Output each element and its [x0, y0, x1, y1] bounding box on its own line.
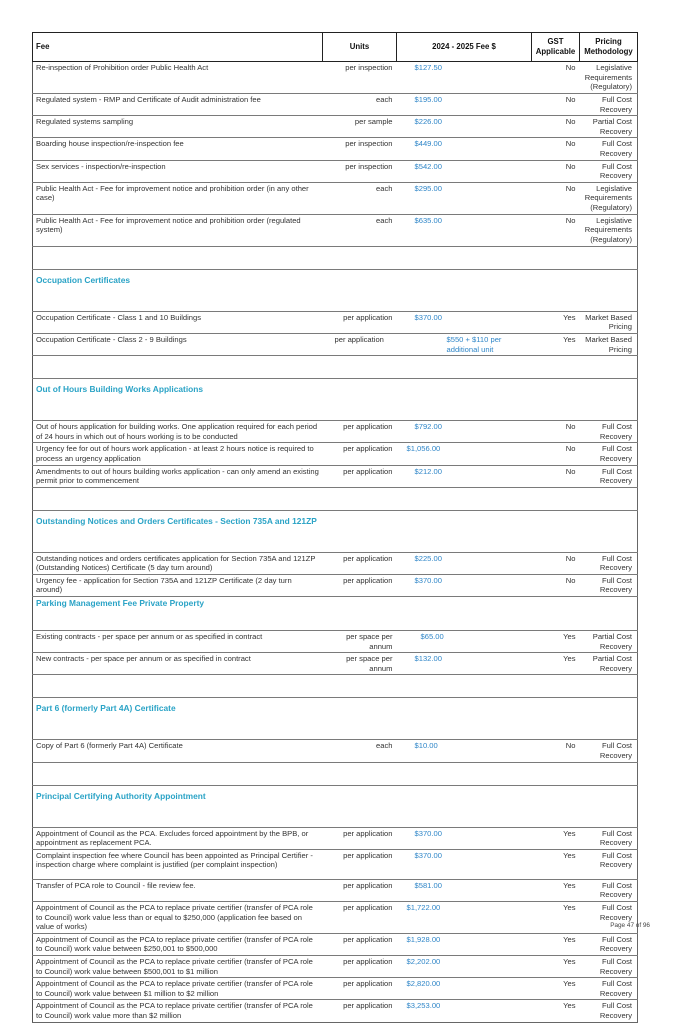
fee-description: Out of hours application for building works. One application required for each period of 24 hours in which out of hours working is to be conducted — [33, 421, 323, 443]
fee-amount: $127.50 — [397, 62, 532, 94]
fee-description: Outstanding notices and orders certificates application for Section 735A and 121ZP (Outstanding Notices) Certificate (5 day turn around) — [33, 552, 323, 574]
fee-description: Appointment of Council as the PCA to replace private certifier (transfer of PCA role to Council) work value between $1 million to $2 million — [33, 978, 323, 1000]
fee-description: Complaint inspection fee where Council has been appointed as Principal Certifier - inspection charge where complaint is justified (per complaint inspection) — [33, 849, 323, 879]
fee-amount: $226.00 — [397, 116, 532, 138]
fee-units: per application — [323, 443, 397, 465]
table-body — [33, 62, 638, 1023]
pricing-methodology: Partial Cost Recovery — [580, 653, 638, 675]
fee-units: per sample — [323, 116, 397, 138]
pricing-methodology: Full Cost Recovery — [580, 879, 638, 901]
table-row — [33, 978, 638, 1000]
fee-description: Copy of Part 6 (formerly Part 4A) Certificate — [33, 740, 323, 762]
pricing-methodology: Full Cost Recovery — [580, 827, 638, 849]
fee-units: per application — [323, 849, 397, 879]
fee-units: per application — [323, 827, 397, 849]
gst-applicable: No — [532, 182, 580, 214]
gst-applicable: Yes — [532, 1000, 580, 1022]
spacer-row — [33, 356, 638, 379]
section-title: Out of Hours Building Works Applications — [33, 379, 638, 421]
gst-applicable: No — [532, 465, 580, 487]
table-row — [33, 421, 638, 443]
section-heading-row — [33, 269, 638, 311]
gst-applicable: No — [532, 138, 580, 160]
fee-description: Appointment of Council as the PCA to replace private certifier (transfer of PCA role to Council) work value between $500,001 to $1 million — [33, 955, 323, 977]
fee-units: per application — [323, 879, 397, 901]
fee-amount: $295.00 — [397, 182, 532, 214]
pricing-methodology: Market Based Pricing — [580, 333, 638, 355]
gst-applicable: Yes — [532, 933, 580, 955]
pricing-methodology: Full Cost Recovery — [580, 138, 638, 160]
section-heading-row — [33, 785, 638, 827]
pricing-methodology: Full Cost Recovery — [580, 933, 638, 955]
fee-description: Urgency fee - application for Section 735A and 121ZP Certificate (2 day turn around) — [33, 574, 323, 596]
fee-units: each — [323, 214, 397, 246]
fee-description: Boarding house inspection/re-inspection fee — [33, 138, 323, 160]
table-row — [33, 333, 638, 355]
fee-units: per application — [323, 552, 397, 574]
section-title: Occupation Certificates — [33, 269, 638, 311]
pricing-methodology: Legislative Requirements (Regulatory) — [580, 62, 638, 94]
pricing-methodology: Full Cost Recovery — [580, 955, 638, 977]
table-row — [33, 62, 638, 94]
pricing-methodology: Full Cost Recovery — [580, 574, 638, 596]
table-row — [33, 1000, 638, 1022]
section-heading-row — [33, 510, 638, 552]
fee-description: Sex services - inspection/re-inspection — [33, 160, 323, 182]
gst-applicable: No — [532, 574, 580, 596]
pricing-methodology: Full Cost Recovery — [580, 552, 638, 574]
fee-amount: $1,056.00 — [397, 443, 532, 465]
spacer-row — [33, 487, 638, 510]
fee-description: Public Health Act - Fee for improvement notice and prohibition order (in any other case) — [33, 182, 323, 214]
gst-applicable: Yes — [532, 311, 580, 333]
pricing-methodology: Full Cost Recovery — [580, 740, 638, 762]
table-row — [33, 138, 638, 160]
table-row — [33, 574, 638, 596]
pricing-methodology: Partial Cost Recovery — [580, 116, 638, 138]
fee-description: New contracts - per space per annum or as specified in contract — [33, 653, 323, 675]
fee-units: per application — [323, 465, 397, 487]
fee-description: Re-inspection of Prohibition order Public Health Act — [33, 62, 323, 94]
fee-amount: $195.00 — [397, 94, 532, 116]
pricing-methodology: Market Based Pricing — [580, 311, 638, 333]
fee-units: per application — [323, 333, 397, 355]
fee-description: Amendments to out of hours building works application - can only amend an existing permit prior to commencement — [33, 465, 323, 487]
gst-applicable: Yes — [532, 631, 580, 653]
gst-applicable: Yes — [532, 653, 580, 675]
fee-units: per application — [323, 574, 397, 596]
pricing-methodology: Full Cost Recovery — [580, 978, 638, 1000]
fee-description: Appointment of Council as the PCA to replace private certifier (transfer of PCA role to Council) work value between $250,001 to $500,000 — [33, 933, 323, 955]
fee-amount: $10.00 — [397, 740, 532, 762]
fee-amount: $3,253.00 — [397, 1000, 532, 1022]
header-method: Pricing Methodology — [580, 33, 638, 62]
section-heading-row — [33, 597, 638, 631]
fee-description: Public Health Act - Fee for improvement notice and prohibition order (regulated system) — [33, 214, 323, 246]
fee-description: Appointment of Council as the PCA to replace private certifier (transfer of PCA role to Council) work value less than or equal to $250,000 (application fee based on value of works) — [33, 902, 323, 934]
header-gst: GST Applicable — [532, 33, 580, 62]
fee-amount: $132.00 — [397, 653, 532, 675]
fee-amount: $212.00 — [397, 465, 532, 487]
fee-description: Regulated systems sampling — [33, 116, 323, 138]
gst-applicable: No — [532, 421, 580, 443]
table-row — [33, 182, 638, 214]
table-row — [33, 94, 638, 116]
fee-units: per application — [323, 978, 397, 1000]
fee-amount: $2,820.00 — [397, 978, 532, 1000]
fee-units: each — [323, 740, 397, 762]
fee-description: Occupation Certificate - Class 2 - 9 Buildings — [33, 333, 323, 355]
fee-amount: $2,202.00 — [397, 955, 532, 977]
fee-amount: $581.00 — [397, 879, 532, 901]
fee-amount: $635.00 — [397, 214, 532, 246]
table-row — [33, 955, 638, 977]
section-title: Principal Certifying Authority Appointment — [33, 785, 638, 827]
fee-units: per application — [323, 1000, 397, 1022]
gst-applicable: Yes — [532, 827, 580, 849]
gst-applicable: Yes — [532, 333, 580, 355]
gst-applicable: Yes — [532, 978, 580, 1000]
table-header — [33, 33, 638, 62]
spacer-row — [33, 675, 638, 698]
gst-applicable: No — [532, 62, 580, 94]
fee-units: each — [323, 94, 397, 116]
fee-units: per inspection — [323, 138, 397, 160]
fee-units: per application — [323, 902, 397, 934]
fee-amount: $370.00 — [397, 827, 532, 849]
pricing-methodology: Full Cost Recovery — [580, 902, 638, 934]
fee-description: Regulated system - RMP and Certificate of Audit administration fee — [33, 94, 323, 116]
gst-applicable: Yes — [532, 879, 580, 901]
gst-applicable: Yes — [532, 849, 580, 879]
header-fee: Fee — [33, 33, 323, 62]
fee-amount: $370.00 — [397, 311, 532, 333]
fee-amount: $1,722.00 — [397, 902, 532, 934]
pricing-methodology: Partial Cost Recovery — [580, 631, 638, 653]
gst-applicable: No — [532, 740, 580, 762]
fee-units: per application — [323, 955, 397, 977]
pricing-methodology: Full Cost Recovery — [580, 94, 638, 116]
fee-description: Appointment of Council as the PCA. Excludes forced appointment by the BPB, or appointment as replacement PCA. — [33, 827, 323, 849]
table-row — [33, 653, 638, 675]
section-title: Part 6 (formerly Part 4A) Certificate — [33, 698, 638, 740]
section-heading-row — [33, 698, 638, 740]
fee-amount: $370.00 — [397, 849, 532, 879]
table-row — [33, 902, 638, 934]
pricing-methodology: Full Cost Recovery — [580, 1000, 638, 1022]
fee-description: Appointment of Council as the PCA to replace private certifier (transfer of PCA role to Council) work value more than $2 million — [33, 1000, 323, 1022]
fees-table — [32, 32, 638, 1023]
fee-units: per inspection — [323, 160, 397, 182]
fee-units: per application — [323, 311, 397, 333]
fee-description: Occupation Certificate - Class 1 and 10 Buildings — [33, 311, 323, 333]
gst-applicable: No — [532, 160, 580, 182]
fee-units: per inspection — [323, 62, 397, 94]
table-row — [33, 631, 638, 653]
fee-description: Urgency fee for out of hours work application - at least 2 hours notice is required to process an urgency application — [33, 443, 323, 465]
pricing-methodology: Full Cost Recovery — [580, 465, 638, 487]
gst-applicable: Yes — [532, 902, 580, 934]
fee-description: Transfer of PCA role to Council - file review fee. — [33, 879, 323, 901]
pricing-methodology: Full Cost Recovery — [580, 421, 638, 443]
section-title: Outstanding Notices and Orders Certificates - Section 735A and 121ZP — [33, 510, 638, 552]
fee-amount: $449.00 — [397, 138, 532, 160]
spacer-row — [33, 762, 638, 785]
fee-units: per application — [323, 421, 397, 443]
fee-amount: $65.00 — [397, 631, 532, 653]
gst-applicable: No — [532, 116, 580, 138]
pricing-methodology: Full Cost Recovery — [580, 160, 638, 182]
table-row — [33, 214, 638, 246]
fee-amount: $792.00 — [397, 421, 532, 443]
table-row — [33, 849, 638, 879]
table-row — [33, 552, 638, 574]
fee-amount: $1,928.00 — [397, 933, 532, 955]
pricing-methodology: Full Cost Recovery — [580, 443, 638, 465]
gst-applicable: No — [532, 214, 580, 246]
section-heading-row — [33, 379, 638, 421]
fee-units: per space per annum — [323, 653, 397, 675]
table-row — [33, 740, 638, 762]
fee-description: Existing contracts - per space per annum or as specified in contract — [33, 631, 323, 653]
table-row — [33, 879, 638, 901]
gst-applicable: No — [532, 552, 580, 574]
fee-amount: $550 + $110 per additional unit — [397, 333, 532, 355]
fee-units: per space per annum — [323, 631, 397, 653]
table-row — [33, 160, 638, 182]
page-number: Page 47 of 96 — [610, 922, 650, 929]
table-row — [33, 311, 638, 333]
fee-amount: $542.00 — [397, 160, 532, 182]
fee-units: each — [323, 182, 397, 214]
fee-units: per application — [323, 933, 397, 955]
pricing-methodology: Legislative Requirements (Regulatory) — [580, 182, 638, 214]
gst-applicable: No — [532, 443, 580, 465]
header-price: 2024 - 2025 Fee $ — [397, 33, 532, 62]
table-row — [33, 827, 638, 849]
gst-applicable: Yes — [532, 955, 580, 977]
pricing-methodology: Full Cost Recovery — [580, 849, 638, 879]
table-row — [33, 933, 638, 955]
table-row — [33, 443, 638, 465]
fee-amount: $225.00 — [397, 552, 532, 574]
fee-amount: $370.00 — [397, 574, 532, 596]
spacer-row — [33, 246, 638, 269]
table-row — [33, 465, 638, 487]
header-units: Units — [323, 33, 397, 62]
table-row — [33, 116, 638, 138]
section-title: Parking Management Fee Private Property — [33, 597, 638, 631]
gst-applicable: No — [532, 94, 580, 116]
pricing-methodology: Legislative Requirements (Regulatory) — [580, 214, 638, 246]
